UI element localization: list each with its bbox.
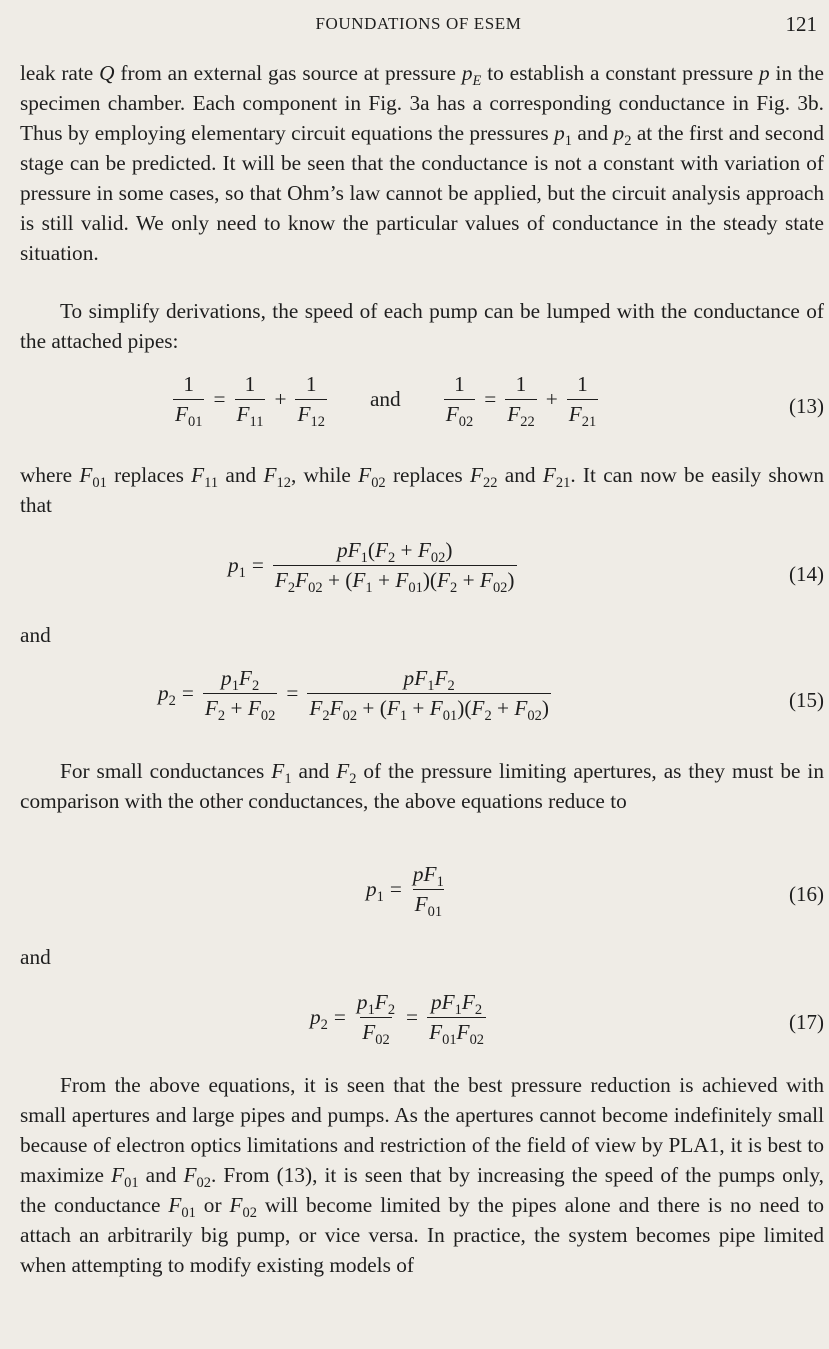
paragraph-1: leak rate Q from an external gas source at pressure $p_E$ to establish a constant pressure p in the specimen chamber. Each component in Fig. 3a has a corresponding conductance in Fig. 3b. Thus by employing elementary circuit equations the pressures $p_1$ and $p_2$ at the first and second stage can be predicted. It will be seen that the conductance is not a constant with variation of pressure in some cases, so that Ohm’s law cannot be applied, but the circuit analysis approach is still valid. We only need to know the particular values of conductance in the steady state situation. — [20, 61, 825, 265]
equation-number-14: (14) — [789, 562, 824, 586]
equation-13-connector: and — [369, 387, 401, 411]
equation-15: $p_2$ = $\frac{p_1F_2}{F_2 + F_{02}}$ = $\frac{pF_1F_2}{F_2F_{02} + (F_1 + F_{01})(F_2 + F_{02})}$ (15) — [158, 666, 824, 725]
equation-number-17: (17) — [789, 1010, 824, 1034]
page-header — [20, 14, 817, 40]
connector-and-2: and — [20, 945, 51, 969]
equation-16: $p_1$ = $\frac{pF_1}{F_{01}}$ (16) — [366, 862, 824, 921]
paragraph-4: For small conductances $F_1$ and $F_2$ of the pressure limiting apertures, as they must be in comparison with the other conductances, the above equations reduce to — [20, 759, 824, 813]
paragraph-5: From the above equations, it is seen that the best pressure reduction is achieved with small apertures and large pipes and pumps. As the apertures cannot become indefinitely small because of electron optics limitations and restriction of the field of view by PLA1, it is best to maximize $F_{01}$ and $F_{02}$. From (13), it is seen that by increasing the speed of the pumps only, the conductance $F_{01}$ or $F_{02}$ will become limited by the pipes alone and there is no need to attach an arbitrarily big pump, or vice versa. In practice, the system becomes pipe limited when attempting to modify existing models of — [20, 1073, 825, 1277]
running-head: FOUNDATIONS OF ESEM — [315, 14, 522, 33]
paragraph-3: where $F_{01}$ replaces $F_{11}$ and $F_{12}$, while $F_{02}$ replaces $F_{22}$ and $F_{21}$. It can now be easily shown that — [20, 463, 825, 517]
equation-number-16: (16) — [789, 882, 824, 906]
equation-14: $p_1$ = $\frac{pF_1(F_2 + F_{02})}{F_2F_{02} + (F_1 + F_{01})(F_2 + F_{02})}$ (14) — [228, 538, 824, 597]
equation-13: $\frac{1}{F_{01}}$ = $\frac{1}{F_{11}}$ + $\frac{1}{F_{12}}$ and $\frac{1}{F_{02}}$ = $\frac{1}{F_{22}}$ + $\frac{1}{F_{21}}$ (13) — [175, 372, 824, 431]
equation-17: $p_2$ = $\frac{p_1F_2}{F_{02}}$ = $\frac{pF_1F_2}{F_{01}F_{02}}$ (17) — [310, 990, 824, 1049]
equation-number-15: (15) — [789, 688, 824, 712]
equation-number-13: (13) — [789, 394, 824, 418]
paragraph-2: To simplify derivations, the speed of each pump can be lumped with the conductance of the attached pipes: — [20, 299, 824, 353]
page-number: 121 — [785, 12, 817, 36]
connector-and-1: and — [20, 623, 51, 647]
